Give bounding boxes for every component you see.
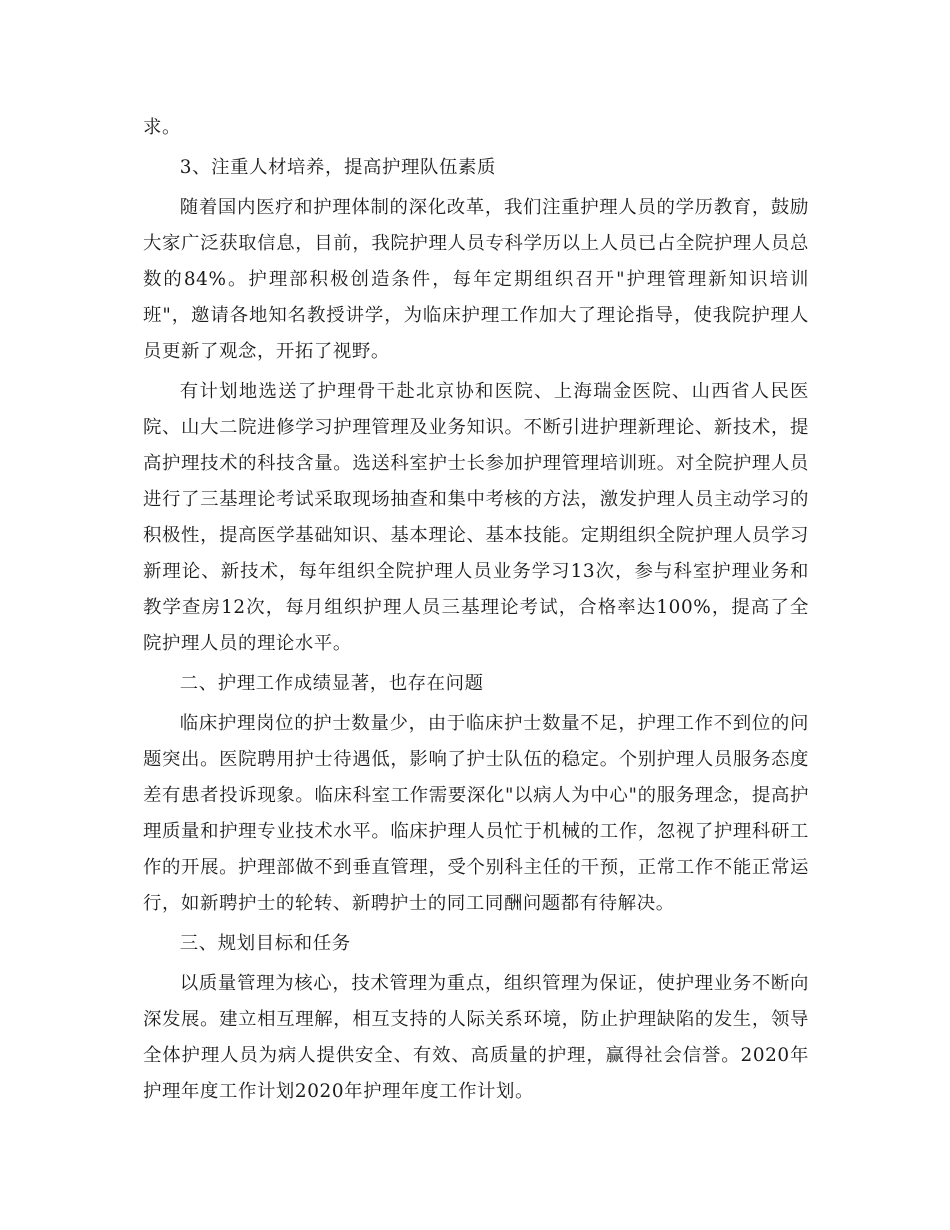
document-body (143, 110, 809, 1110)
section-heading-talent-training: 3、注重人材培养，提高护理队伍素质 (179, 157, 496, 178)
section-heading-goals-tasks: 三、规划目标和任务 (179, 933, 351, 954)
paragraph-problems: 临床护理岗位的护士数量少，由于临床护士数量不足，护理工作不到位的问题突出。医院聘用护士待遇低，影响了护士队伍的稳定。个别护理人员服务态度差有患者投诉现象。临床科室工作需要深化"以病人为中心"的服务理念，提高护理质量和护理专业技术水平。临床护理人员忙于机械的工作，忽视了护理科研工作的开展。护理部做不到垂直管理，受个别科主任的干预，正常工作不能正常运行，如新聘护士的轮转、新聘护士的同工同酬问题都有待解决。 (143, 713, 809, 914)
paragraph-continuation: 求。 (143, 117, 181, 138)
section-heading-achievements-problems: 二、护理工作成绩显著，也存在问题 (179, 673, 484, 694)
paragraph-training-plan: 有计划地选送了护理骨干赴北京协和医院、上海瑞金医院、山西省人民医院、山大二院进修学习护理管理及业务知识。不断引进护理新理论、新技术，提高护理技术的科技含量。选送科室护士长参加护理管理培训班。对全院护理人员进行了三基理论考试采取现场抽查和集中考核的方法，激发护理人员主动学习的积极性，提高医学基础知识、基本理论、基本技能。定期组织全院护理人员学习新理论、新技术，每年组织全院护理人员业务学习13次，参与科室护理业务和教学查房12次，每月组织护理人员三基理论考试，合格率达100%，提高了全院护理人员的理论水平。 (143, 381, 809, 654)
paragraph-education: 随着国内医疗和护理体制的深化改革，我们注重护理人员的学历教育，鼓励大家广泛获取信息，目前，我院护理人员专科学历以上人员已占全院护理人员总数的84%。护理部积极创造条件，每年定期组织召开"护理管理新知识培训班"，邀请各地知名教授讲学，为临床护理工作加大了理论指导，使我院护理人员更新了观念，开拓了视野。 (143, 197, 809, 362)
paragraph-goals: 以质量管理为核心，技术管理为重点，组织管理为保证，使护理业务不断向深发展。建立相互理解，相互支持的人际关系环境，防止护理缺陷的发生，领导全体护理人员为病人提供安全、有效、高质量的护理，赢得社会信誉。2020年护理年度工作计划2020年护理年度工作计划。 (143, 973, 809, 1102)
